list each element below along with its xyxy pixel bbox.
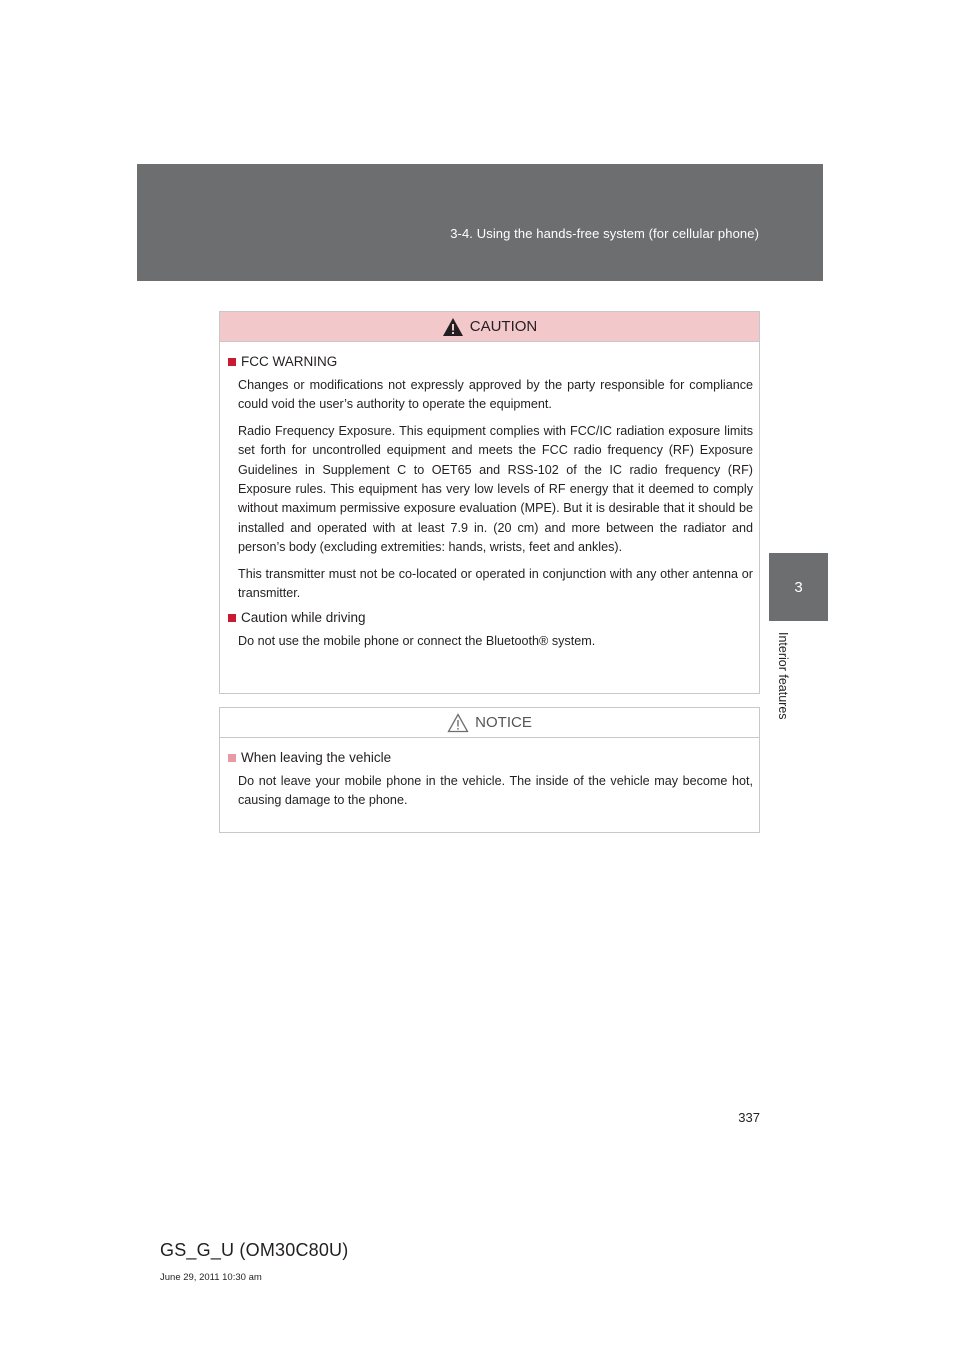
warning-triangle-icon <box>442 317 464 337</box>
paragraph: This transmitter must not be co-located or operated in conjunction with any other antenna or transmitter. <box>238 566 753 601</box>
paragraph: Do not use the mobile phone or connect the Bluetooth® system. <box>238 634 596 649</box>
caution-title: CAUTION <box>469 318 538 335</box>
subheading-fcc-warning <box>228 354 753 369</box>
section-title: 3-4. Using the hands-free system (for cellular phone) <box>450 226 759 241</box>
chapter-tab[interactable]: 3 <box>769 553 828 621</box>
chapter-label: Interior features <box>776 632 790 720</box>
caution-box <box>219 311 760 694</box>
red-square-bullet-icon <box>228 358 236 366</box>
paragraph: Radio Frequency Exposure. This equipment complies with FCC/IC radiation exposure limits set forth for uncontrolled equipment and meets the FCC radio frequency (RF) Exposure Guidelines in Supplement C to OET65 and RSS-102 of the IC radio frequency (RF) Exposure rules. This equipment has very low levels of RF energy that it deemed to comply without maximum permissive exposure evaluation (MPE). But it is desirable that it should be installed and operated with at least 7.9 in. (20 cm) and more between the radiator and person’s body (excluding extremities: hands, wrists, feet and ankles). <box>238 423 753 555</box>
subheading-text: FCC WARNING <box>241 354 338 369</box>
page-number: 337 <box>738 1110 760 1125</box>
subheading-text: Caution while driving <box>241 610 366 626</box>
caution-header <box>220 312 759 342</box>
subheading-when-leaving-vehicle <box>228 750 753 765</box>
notice-title: NOTICE <box>475 714 532 731</box>
paragraph: Do not leave your mobile phone in the vehicle. The inside of the vehicle may become hot, causing damage to the phone. <box>238 774 753 808</box>
subheading-text: When leaving the vehicle <box>241 750 392 765</box>
pink-square-bullet-icon <box>228 754 236 762</box>
paragraph: Changes or modifications not expressly approved by the party responsible for compliance could void the user’s authority to operate the equipment. <box>238 378 753 412</box>
subheading-caution-while-driving <box>228 610 753 625</box>
notice-box <box>219 707 760 833</box>
manual-code: GS_G_U (OM30C80U) <box>160 1240 349 1260</box>
notice-header <box>220 708 759 738</box>
red-square-bullet-icon <box>228 614 236 622</box>
chapter-header-band <box>137 164 823 281</box>
print-date: June 29, 2011 10:30 am <box>160 1272 262 1283</box>
notice-triangle-icon <box>447 713 469 733</box>
